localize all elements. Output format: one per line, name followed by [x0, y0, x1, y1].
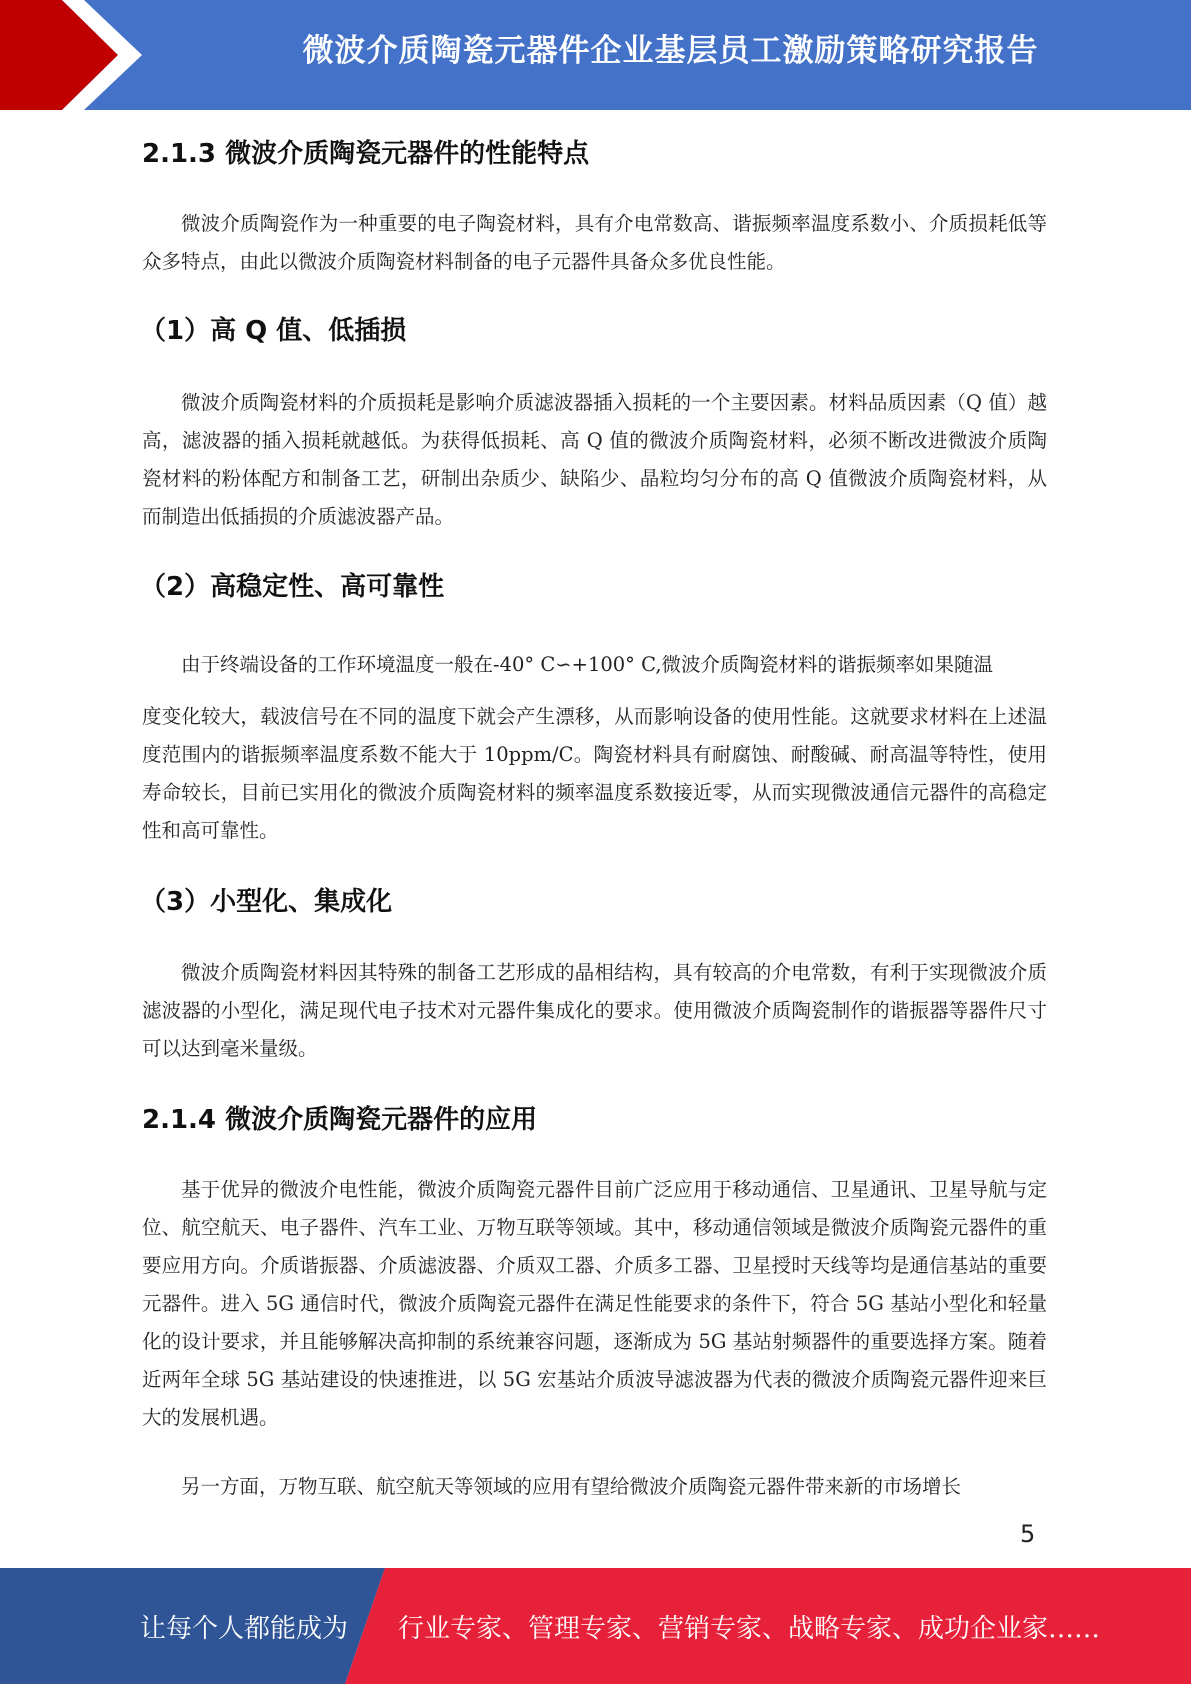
report-title: 微波介质陶瓷元器件企业基层员工激励策略研究报告	[302, 33, 1039, 69]
subsection-heading-high-q: （1）高 Q 值、低插损	[140, 316, 407, 346]
section-paragraph: 度变化较大，载波信号在不同的温度下就会产生漂移，从而影响设备的使用性能。这就要求材料在上述温度范围内的谐振频率温度系数不能大于 10ppm/C。陶瓷材料具有耐腐蚀、耐酸碱、耐高温等特性，使用寿命较长，目前已实用化的微波介质陶瓷材料的频率温度系数接近零，从而实现微波通信元器件的高稳定性和高可靠性。	[142, 705, 1047, 842]
footer-slogan-left: 让每个人都能成为	[140, 1614, 349, 1644]
section-paragraph: 基于优异的微波介电性能，微波介质陶瓷元器件目前广泛应用于移动通信、卫星通讯、卫星导航与定位、航空航天、电子器件、汽车工业、万物互联等领域。其中，移动通信领域是微波介质陶瓷元器件的重要应用方向。介质谐振器、介质滤波器、介质双工器、介质多工器、卫星授时天线等均是通信基站的重要元器件。进入 5G 通信时代，微波介质陶瓷元器件在满足性能要求的条件下，符合 5G 基站小型化和轻量化的设计要求，并且能够解决高抑制的系统兼容问题，逐渐成为 5G 基站射频器件的重要选择方案。随着近两年全球 5G 基站建设的快速推进，以 5G 宏基站介质波导滤波器为代表的微波介质陶瓷元器件迎来巨大的发展机遇。	[142, 1178, 1047, 1429]
page-footer	[0, 1568, 1191, 1684]
section-heading-2-1-3: 2.1.3 微波介质陶瓷元器件的性能特点	[142, 139, 590, 169]
subsection-heading-miniaturization: （3）小型化、集成化	[140, 887, 393, 917]
header-arrow-decoration	[0, 0, 160, 110]
section-paragraph: 微波介质陶瓷材料的介质损耗是影响介质滤波器插入损耗的一个主要因素。材料品质因素（Q 值）越高，滤波器的插入损耗就越低。为获得低损耗、高 Q 值的微波介质陶瓷材料，必须不断改进微波介质陶瓷材料的粉体配方和制备工艺，研制出杂质少、缺陷少、晶粒均匀分布的高 Q 值微波介质陶瓷材料，从而制造出低插损的介质滤波器产品。	[142, 391, 1047, 528]
section-paragraph: 微波介质陶瓷作为一种重要的电子陶瓷材料，具有介电常数高、谐振频率温度系数小、介质损耗低等众多特点，由此以微波介质陶瓷材料制备的电子元器件具备众多优良性能。	[142, 212, 1047, 273]
section-paragraph: 微波介质陶瓷材料因其特殊的制备工艺形成的晶相结构，具有较高的介电常数，有利于实现微波介质滤波器的小型化，满足现代电子技术对元器件集成化的要求。使用微波介质陶瓷制作的谐振器等器件尺寸可以达到毫米量级。	[142, 961, 1047, 1060]
section-heading-2-1-4: 2.1.4 微波介质陶瓷元器件的应用	[142, 1105, 538, 1135]
subsection-heading-stability: （2）高稳定性、高可靠性	[140, 572, 445, 602]
section-paragraph-continued: 另一方面，万物互联、航空航天等领域的应用有望给微波介质陶瓷元器件带来新的市场增长	[181, 1475, 962, 1498]
page-header	[0, 0, 1191, 110]
footer-slogan-right: 行业专家、管理专家、营销专家、战略专家、成功企业家……	[398, 1614, 1101, 1644]
page-number: 5	[1020, 1520, 1036, 1548]
section-paragraph-line1: 由于终端设备的工作环境温度一般在-40° C∽+100° C,微波介质陶瓷材料的谐振频率如果随温	[181, 653, 994, 676]
